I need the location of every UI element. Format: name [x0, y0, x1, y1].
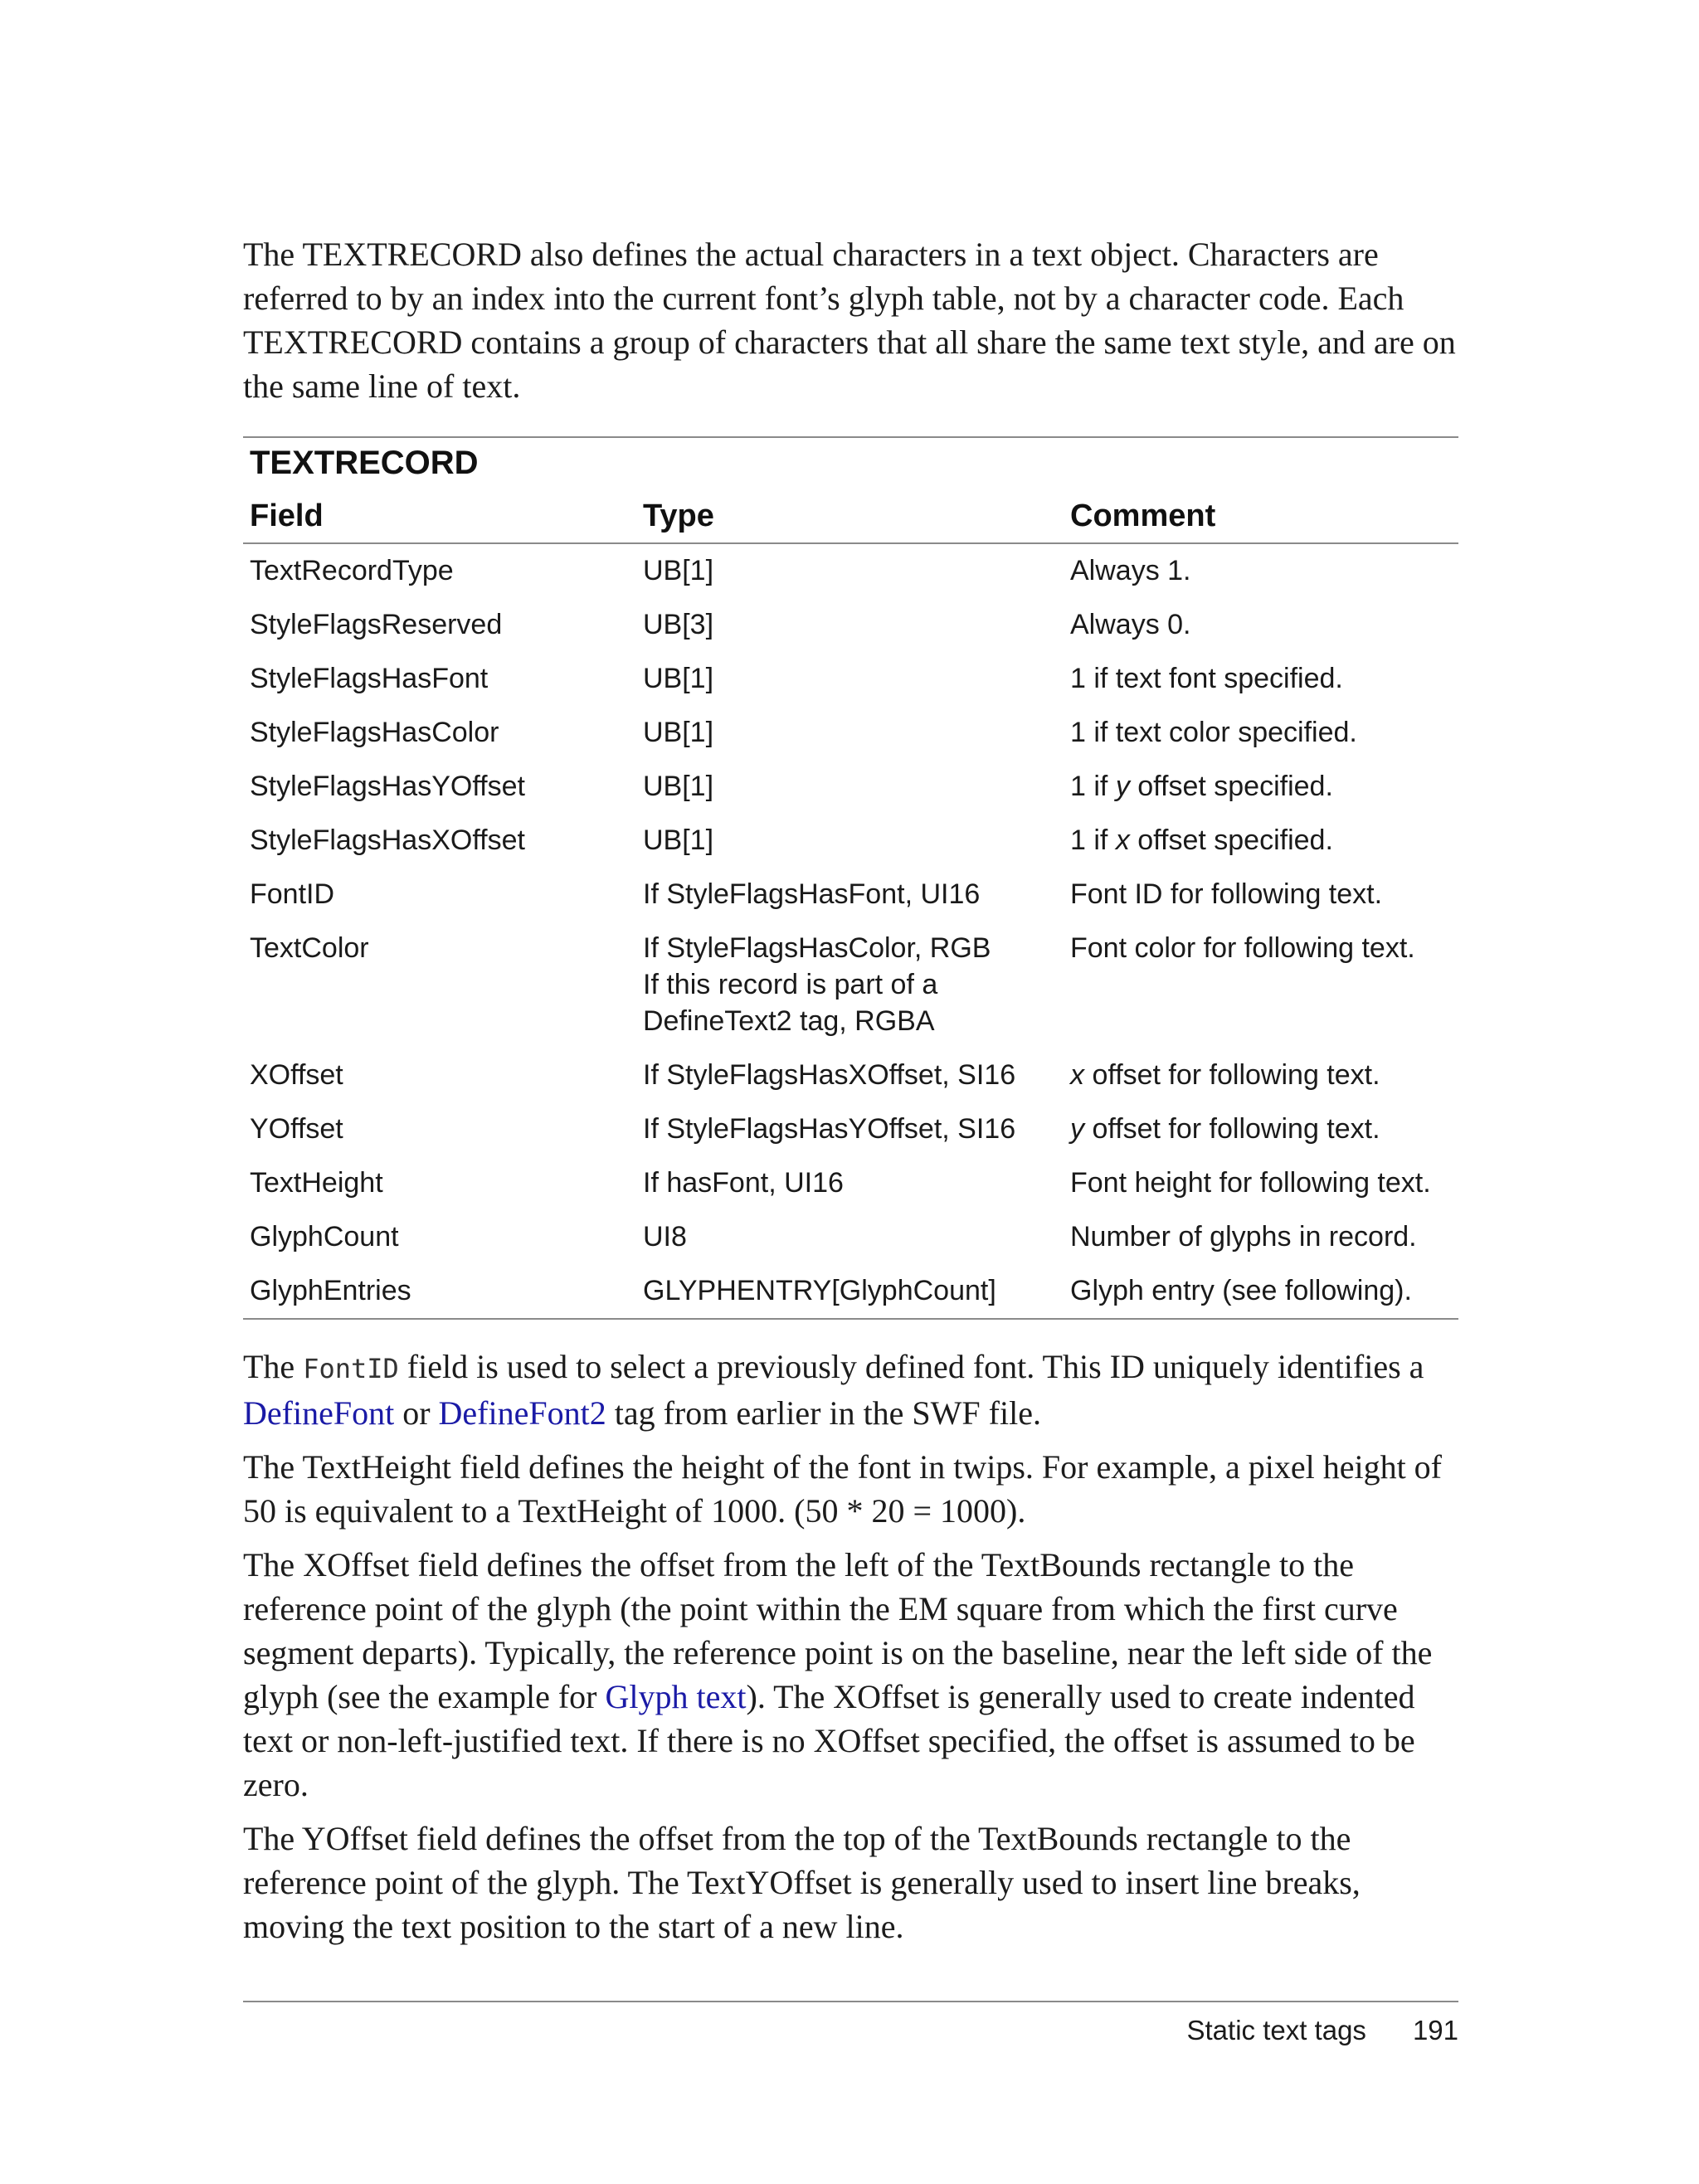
cell-type: UB[1]: [643, 555, 714, 586]
cell-field: TextRecordType: [250, 555, 454, 586]
cell-type: UB[1]: [643, 824, 714, 856]
textrecord-table: [243, 488, 1458, 1318]
type-line: If StyleFlagsHasColor, RGB: [643, 932, 991, 964]
cell-comment: Number of glyphs in record.: [1070, 1221, 1417, 1253]
header-comment: Comment: [1064, 488, 1458, 543]
text-run: ). The XOffset is generally used to create indented text or non-left-justified text. If there is no XOffset specified, the offset is assumed to be zero.: [243, 1678, 1415, 1803]
table-row: [243, 922, 1458, 1048]
cell-field: GlyphCount: [250, 1221, 399, 1253]
cell-field: FontID: [250, 878, 335, 910]
comment-text: offset specified.: [1129, 771, 1333, 802]
type-line: If this record is part of a: [643, 969, 938, 1000]
cell-type: UB[1]: [643, 771, 714, 802]
cell-field: TextColor: [250, 932, 369, 964]
cell-type: UB[3]: [643, 609, 714, 640]
text-run: tag from earlier in the SWF file.: [606, 1394, 1041, 1432]
cell-comment: 1 if text font specified.: [1070, 663, 1343, 694]
cell-type: GLYPHENTRY[GlyphCount]: [643, 1275, 996, 1306]
cell-type: UB[1]: [643, 663, 714, 694]
cell-type: If StyleFlagsHasFont, UI16: [643, 878, 981, 910]
glyph-text-link[interactable]: Glyph text: [605, 1678, 747, 1715]
cell-type: If StyleFlagsHasYOffset, SI16: [643, 1113, 1016, 1145]
comment-italic: y: [1070, 1113, 1084, 1145]
cell-field: StyleFlagsHasXOffset: [250, 824, 525, 856]
cell-comment: Always 1.: [1070, 555, 1191, 586]
footer-rule: [243, 2001, 1458, 2002]
page-number: 191: [1412, 2015, 1458, 2045]
cell-comment: 1 if text color specified.: [1070, 717, 1357, 748]
document-page: [243, 232, 1458, 1948]
type-line: DefineText2 tag, RGBA: [643, 1005, 935, 1037]
table-row: [243, 1102, 1458, 1156]
cell-field: GlyphEntries: [250, 1275, 411, 1306]
cell-field: YOffset: [250, 1113, 343, 1145]
table-row: [243, 1156, 1458, 1210]
comment-text: 1 if: [1070, 771, 1116, 802]
comment-italic: x: [1070, 1059, 1084, 1091]
cell-field: StyleFlagsHasYOffset: [250, 771, 525, 802]
cell-comment: [1064, 760, 1458, 814]
text-run: The: [243, 1348, 304, 1385]
comment-italic: x: [1115, 824, 1130, 856]
cell-type: If hasFont, UI16: [643, 1167, 844, 1199]
text-run: field is used to select a previously defined font. This ID uniquely identifies a: [398, 1348, 1424, 1385]
cell-comment: Font ID for following text.: [1070, 878, 1383, 910]
cell-field: StyleFlagsHasFont: [250, 663, 489, 694]
header-field: Field: [243, 488, 636, 543]
textheight-paragraph: The TextHeight field defines the height of the font in twips. For example, a pixel height of 50 is equivalent to a TextHeight of 1000. (50 * 20 = 1000).: [243, 1448, 1442, 1530]
cell-type: [636, 922, 1064, 1048]
cell-type: UI8: [643, 1221, 687, 1253]
text-run: or: [394, 1394, 439, 1432]
cell-comment: [1064, 814, 1458, 868]
table-row: [243, 868, 1458, 922]
table-row: [243, 543, 1458, 598]
table-row: [243, 760, 1458, 814]
header-type: Type: [636, 488, 1064, 543]
table-row: [243, 1210, 1458, 1264]
definefont-link[interactable]: DefineFont: [243, 1394, 395, 1432]
inline-code: FontID: [303, 1353, 399, 1384]
page-footer: [1187, 2014, 1459, 2047]
cell-type: UB[1]: [643, 717, 714, 748]
cell-field: XOffset: [250, 1059, 343, 1091]
table-row: [243, 814, 1458, 868]
comment-text: offset for following text.: [1084, 1113, 1380, 1145]
cell-field: StyleFlagsHasColor: [250, 717, 499, 748]
cell-comment: [1064, 1048, 1458, 1102]
cell-comment: Font color for following text.: [1070, 932, 1415, 964]
table-caption: TEXTRECORD: [250, 445, 479, 481]
xoffset-paragraph: [243, 1543, 1458, 1807]
comment-italic: y: [1115, 771, 1130, 802]
cell-field: TextHeight: [250, 1167, 383, 1199]
comment-text: offset specified.: [1129, 824, 1333, 856]
fontid-paragraph: [243, 1345, 1458, 1435]
cell-comment: Font height for following text.: [1070, 1167, 1431, 1199]
cell-comment: [1064, 1102, 1458, 1156]
table-row: [243, 598, 1458, 652]
definefont2-link[interactable]: DefineFont2: [438, 1394, 606, 1432]
intro-paragraph: The TEXTRECORD also defines the actual characters in a text object. Characters are referred to by an index into the current font’s glyph table, not by a character code. Each TEXTRECORD contains a group of characters that all share the same text style, and are on the same line of text.: [243, 236, 1456, 405]
cell-comment: Always 0.: [1070, 609, 1191, 640]
table-row: [243, 1048, 1458, 1102]
table-row: [243, 652, 1458, 706]
table-header-row: [243, 488, 1458, 543]
comment-text: 1 if: [1070, 824, 1116, 856]
table-row: [243, 1264, 1458, 1318]
cell-field: StyleFlagsReserved: [250, 609, 503, 640]
comment-text: offset for following text.: [1084, 1059, 1380, 1091]
cell-comment: Glyph entry (see following).: [1070, 1275, 1412, 1306]
text-run: The XOffset field defines the offset from the left of the TextBounds rectangle to the reference point of the glyph (the point within the EM square from which the first curve segment departs). Typically, the reference point is on the baseline, near the left side of the glyph (see the example for: [243, 1546, 1433, 1715]
cell-type: If StyleFlagsHasXOffset, SI16: [643, 1059, 1016, 1091]
yoffset-paragraph: The YOffset field defines the offset from the top of the TextBounds rectangle to the reference point of the glyph. The TextYOffset is generally used to insert line breaks, moving the text position to the start of a new line.: [243, 1820, 1361, 1945]
textrecord-table-block: [243, 436, 1458, 1320]
table-row: [243, 706, 1458, 760]
footer-section-title: Static text tags: [1186, 2015, 1366, 2045]
